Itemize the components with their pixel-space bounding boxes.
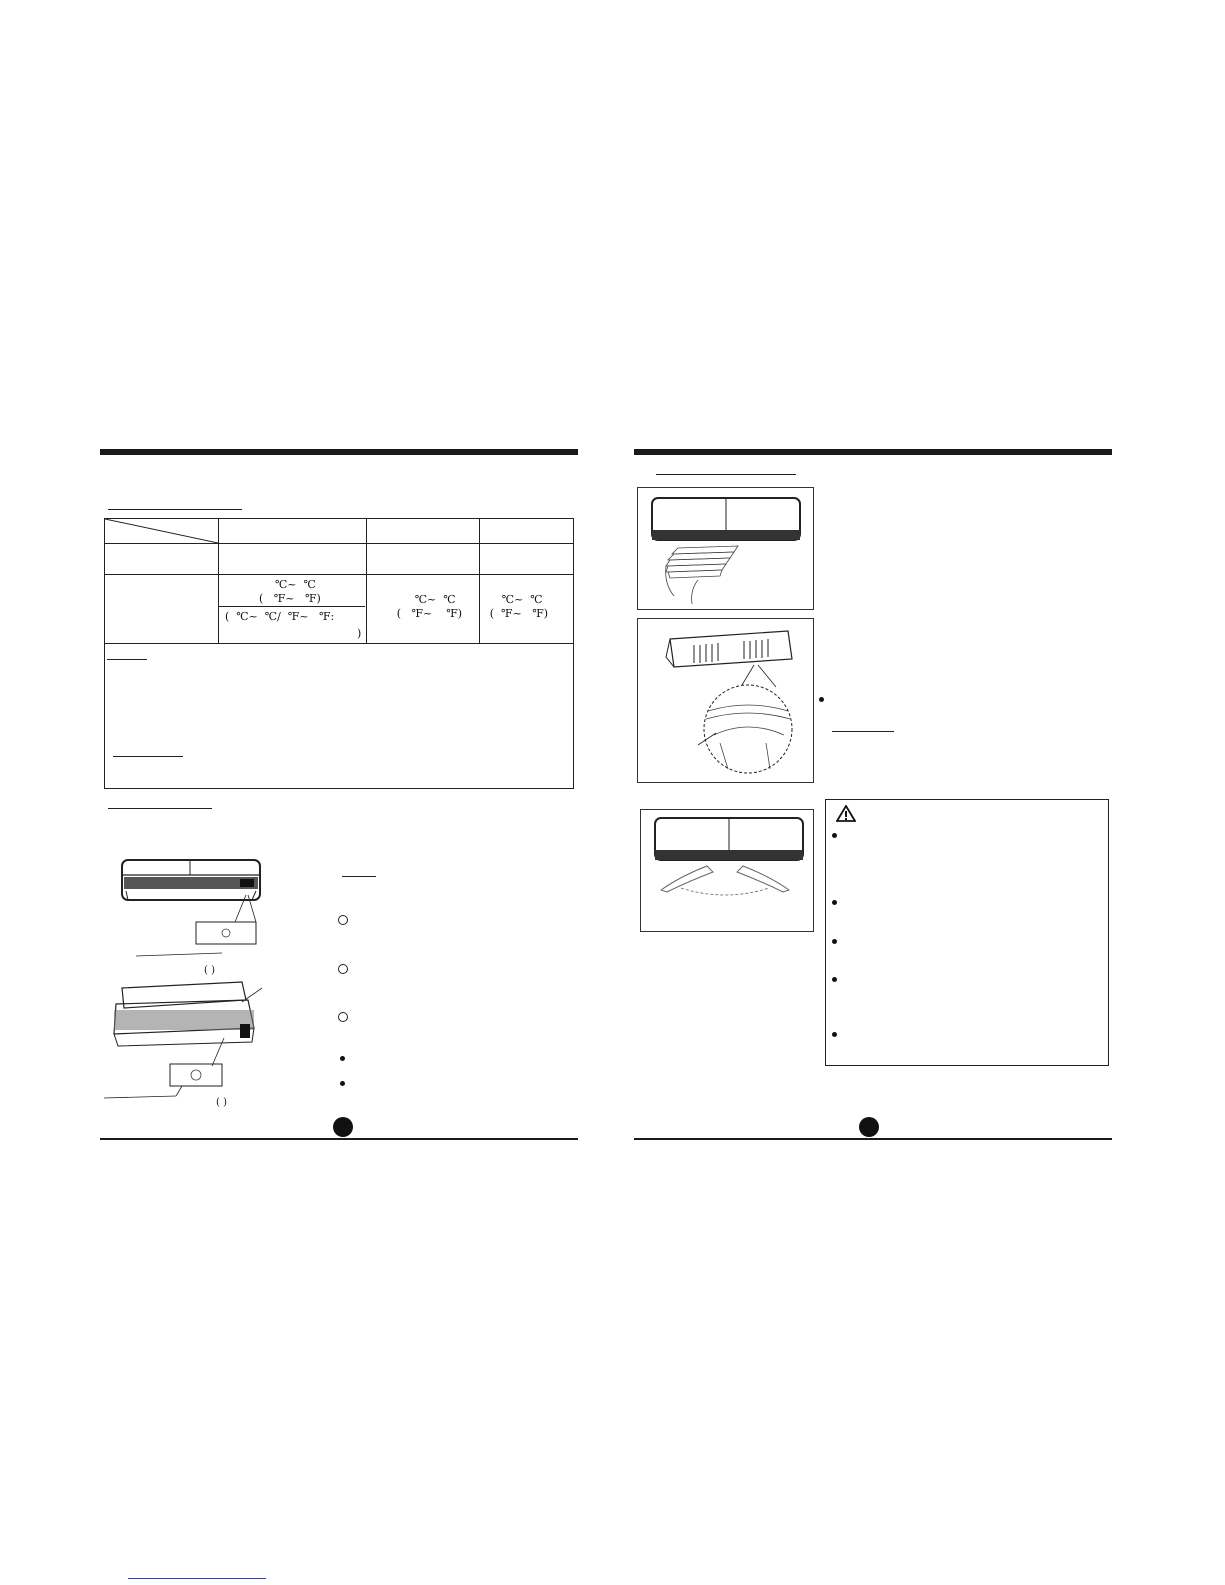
louver-detail-figure-frame <box>637 618 814 783</box>
left-footer-rule <box>100 1138 578 1140</box>
warning-bullet-3 <box>832 939 837 944</box>
table-row-3-label <box>105 575 219 644</box>
table-row-2-col-3 <box>366 544 479 575</box>
table-row-3-col-3 <box>366 575 479 644</box>
temp-range-cool-1: ℃~ ℃ <box>275 578 316 591</box>
warning-triangle-icon <box>836 805 856 822</box>
right-bullet-1 <box>819 697 824 702</box>
operating-temperature-table <box>104 518 574 789</box>
warning-bullet-2 <box>832 900 837 905</box>
left-header-rule <box>100 449 578 455</box>
temp-range-cool-3: ( ℃~ ℃/ ℉~ ℉: <box>225 610 335 623</box>
right-caution-underline <box>832 731 894 732</box>
indoor-unit-open-panel-illustration <box>102 980 272 1110</box>
table-header-diagonal-cell <box>105 519 219 544</box>
bottom-link-underline[interactable] <box>128 1578 266 1579</box>
temp-range-heat-1: ℃~ ℃ <box>414 593 456 606</box>
note-heading-underline <box>107 659 147 660</box>
diagonal-line <box>105 519 218 543</box>
table-row-3-col-2 <box>219 575 367 644</box>
table-header-col-4 <box>479 519 573 544</box>
warning-bullet-1 <box>832 833 837 838</box>
louver-zoom-illustration <box>638 619 813 782</box>
table-header-col-3 <box>366 519 479 544</box>
table-note-cell <box>105 644 574 789</box>
temp-range-heat-2: ( ℉~ ℉) <box>396 607 463 620</box>
right-page-number-marker <box>859 1117 879 1137</box>
table-row-2-label <box>105 544 219 575</box>
figure-a-label: ( ) <box>204 965 215 976</box>
step-2-marker <box>338 964 348 974</box>
inner-cell-divider <box>219 606 365 607</box>
bullet-1 <box>340 1056 345 1061</box>
warning-bullet-4 <box>832 977 837 982</box>
table-row-2-col-4 <box>479 544 573 575</box>
bullet-2 <box>340 1081 345 1086</box>
vertical-louver-illustration <box>638 488 813 609</box>
horizontal-swing-illustration <box>641 810 813 931</box>
step-1-marker <box>338 915 348 925</box>
left-section-heading-underline-2 <box>108 808 212 809</box>
step-3-marker <box>338 1012 348 1022</box>
indoor-unit-panel-illustration <box>100 855 280 975</box>
figure-b-label: ( ) <box>216 1097 227 1108</box>
temp-range-cool-2: ( ℉~ ℉) <box>259 592 321 605</box>
airflow-vertical-figure-frame <box>637 487 814 610</box>
table-header-col-2 <box>219 519 367 544</box>
left-section-heading-underline-1 <box>108 509 242 510</box>
steps-heading-underline <box>342 876 376 877</box>
warning-box <box>825 799 1109 1066</box>
temp-range-cool-4: ) <box>357 627 362 640</box>
right-header-rule <box>634 449 1112 455</box>
right-section-heading-underline <box>656 474 796 475</box>
right-footer-rule <box>634 1138 1112 1140</box>
temp-range-dry-2: ( ℉~ ℉) <box>489 607 549 620</box>
airflow-horizontal-figure-frame <box>640 809 814 932</box>
table-row-3-col-4 <box>479 575 573 644</box>
warning-bullet-5 <box>832 1032 837 1037</box>
temp-range-dry-1: ℃~ ℃ <box>501 593 543 606</box>
left-page-number-marker <box>333 1117 353 1137</box>
table-row-2-col-2 <box>219 544 367 575</box>
caution-heading-underline <box>113 756 183 757</box>
